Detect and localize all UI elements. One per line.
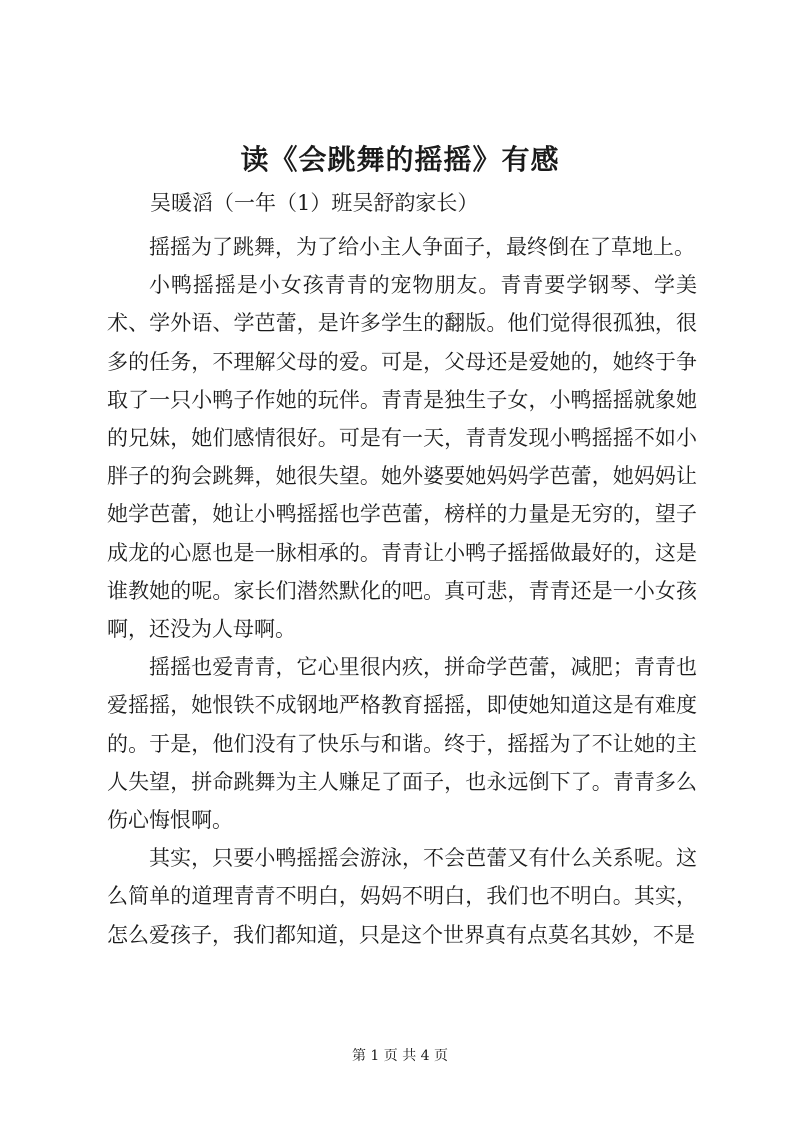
document-title: 读《会跳舞的摇摇》有感 (240, 143, 560, 176)
paragraph: 摇摇为了跳舞，为了给小主人争面子，最终倒在了草地上。 (149, 235, 695, 259)
paragraph: 摇摇也爱青青，它心里很内疚，拼命学芭蕾，减肥；青青也爱摇摇，她恨铁不成钢地严格教育摇摇，即使她知道这是有难度的。于是，他们没有了快乐与和谐。终于，摇摇为了不让她的主人失望，拼命跳舞为主人赚足了面子，也永远倒下了。青青多么伤心悔恨啊。 (107, 655, 697, 833)
paragraph: 小鸭摇摇是小女孩青青的宠物朋友。青青要学钢琴、学美术、学外语、学芭蕾，是许多学生的翻版。他们觉得很孤独，很多的任务，不理解父母的爱。可是，父母还是爱她的，她终于争取了一只小鸭子作她的玩伴。青青是独生子女，小鸭摇摇就象她的兄妹，她们感情很好。可是有一天，青青发现小鸭摇摇不如小胖子的狗会跳舞，她很失望。她外婆要她妈妈学芭蕾，她妈妈让她学芭蕾，她让小鸭摇摇也学芭蕾，榜样的力量是无穷的，望子成龙的心愿也是一脉相承的。青青让小鸭子摇摇做最好的，这是谁教她的呢。家长们潜然默化的吧。真可悲，青青还是一小女孩啊，还没为人母啊。 (107, 273, 697, 642)
author-line: 吴暖滔（一年（1）班吴舒韵家长） (150, 191, 479, 215)
page-number-footer: 第 1 页 共 4 页 (351, 1048, 449, 1064)
document-body (107, 228, 697, 954)
paragraph: 其实，只要小鸭摇摇会游泳，不会芭蕾又有什么关系呢。这么简单的道理青青不明白，妈妈不明白，我们也不明白。其实，怎么爱孩子，我们都知道，只是这个世界真有点莫名其妙，不是 (107, 846, 697, 947)
